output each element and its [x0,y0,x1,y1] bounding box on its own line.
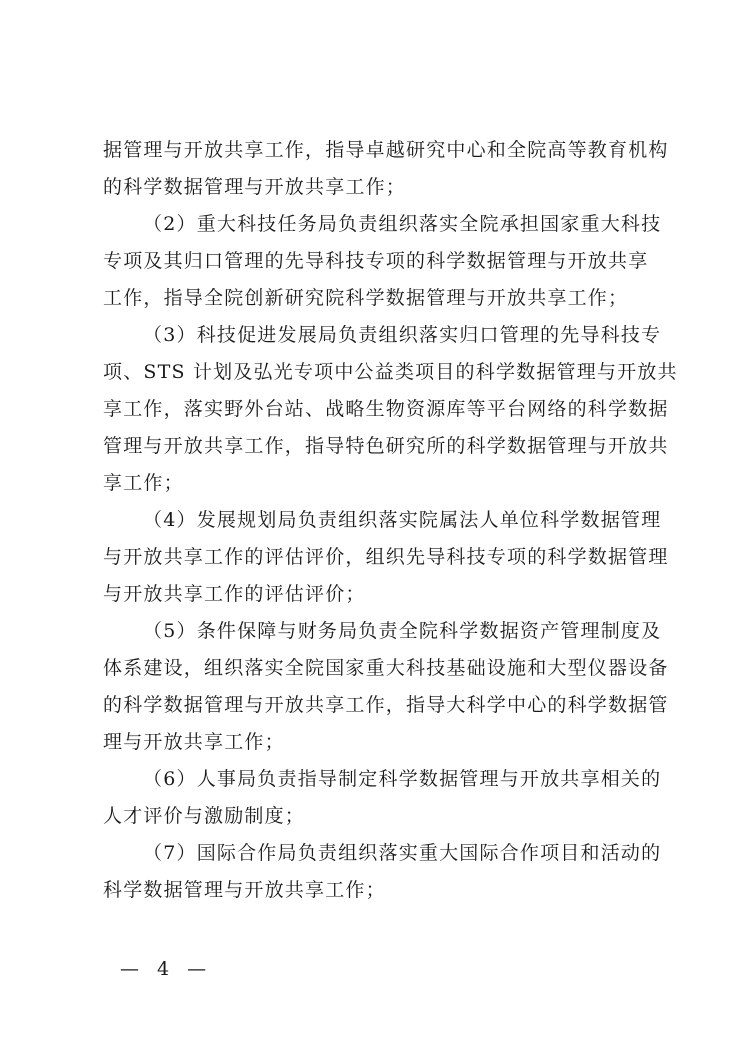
paragraph-5-start: （5）条件保障与财务局负责全院科学数据资产管理制度及 [143,620,662,642]
body-text-line: 与开放共享工作的评估评价，组织先导科技专项的科学数据管理 [103,546,669,568]
body-text-line: 工作，指导全院创新研究院科学数据管理与开放共享工作； [103,287,629,309]
body-text-line: 的科学数据管理与开放共享工作； [103,176,407,198]
paragraph-7-start: （7）国际合作局负责组织落实重大国际合作项目和活动的 [143,842,662,864]
paragraph-3-start: （3）科技促进发展局负责组织落实归口管理的先导科技专 [143,324,662,346]
body-text-line: 与开放共享工作的评估评价； [103,583,366,605]
body-text-line: 项、STS 计划及弘光专项中公益类项目的科学数据管理与开放共 [103,361,678,383]
body-text-line: 享工作； [103,472,184,494]
body-text-line: 据管理与开放共享工作，指导卓越研究中心和全院高等教育机构 [103,139,669,161]
body-text-line: 专项及其归口管理的先导科技专项的科学数据管理与开放共享 [103,250,649,272]
body-text-line: 理与开放共享工作； [103,731,285,753]
body-text-line: 体系建设，组织落实全院国家重大科技基础设施和大型仪器设备 [103,657,669,679]
body-text-line: 享工作，落实野外台站、战略生物资源库等平台网络的科学数据 [103,398,669,420]
body-text-line: 的科学数据管理与开放共享工作，指导大科学中心的科学数据管 [103,694,669,716]
page-number: — 4 — [120,958,213,980]
body-text-line: 管理与开放共享工作，指导特色研究所的科学数据管理与开放共 [103,435,669,457]
paragraph-2-start: （2）重大科技任务局负责组织落实全院承担国家重大科技 [143,213,662,235]
paragraph-4-start: （4）发展规划局负责组织落实院属法人单位科学数据管理 [143,509,662,531]
body-text-line: 科学数据管理与开放共享工作； [103,879,386,901]
paragraph-6-start: （6）人事局负责指导制定科学数据管理与开放共享相关的 [143,768,662,790]
body-text-line: 人才评价与激励制度； [103,805,306,827]
